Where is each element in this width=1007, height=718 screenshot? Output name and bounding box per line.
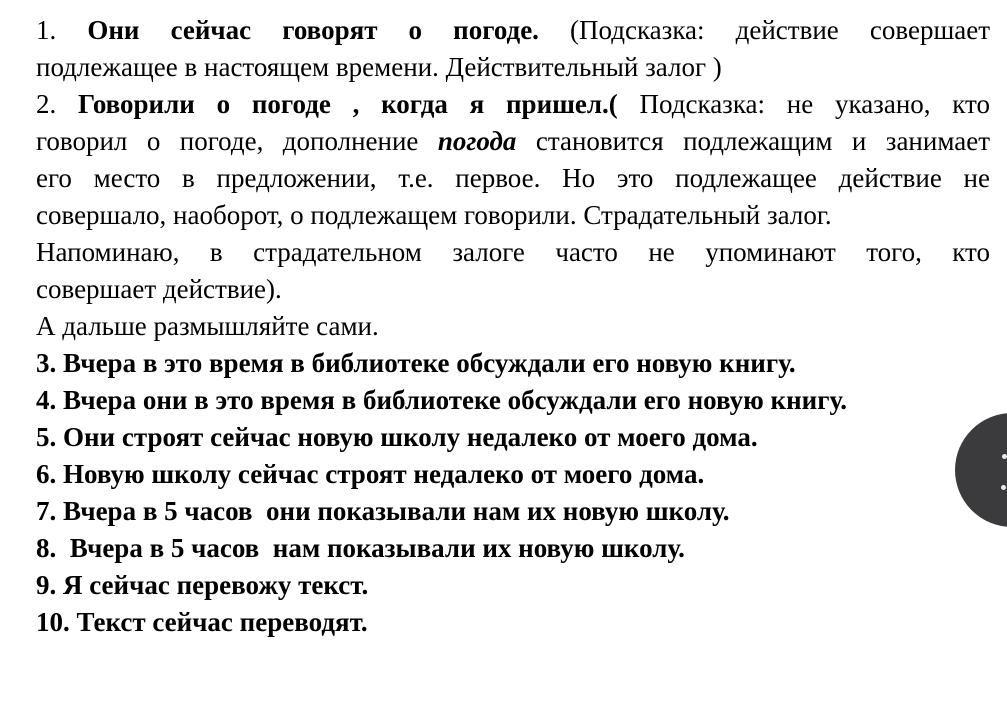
hint-text: совершало, наоборот, о подлежащем говорили. Страдательный залог.	[36, 200, 832, 230]
sentence-item-5: 5. Они строят сейчас новую школу недалеко от моего дома.	[36, 422, 758, 452]
sentence-item-6: 6. Новую школу сейчас строят недалеко от моего дома.	[36, 459, 705, 489]
sentence-item-7: 7. Вчера в 5 часов они показывали нам их новую школу.	[36, 496, 730, 526]
hint-text: совершает действие).	[36, 274, 282, 304]
text-line-3	[36, 86, 990, 123]
sentence-item-3: 3. Вчера в это время в библиотеке обсуждали его новую книгу.	[36, 348, 796, 378]
exercise-text	[36, 12, 990, 641]
text-line-7	[36, 234, 990, 271]
text-line-16	[36, 567, 990, 604]
emphasized-word: погода	[437, 126, 517, 156]
sentence-item-9: 9. Я сейчас перевожу текст.	[36, 570, 369, 600]
hint-text: говорил о погоде, дополнение	[36, 126, 438, 156]
sentence-item-4: 4. Вчера они в это время в библиотеке обсуждали его новую книгу.	[36, 385, 848, 415]
instruction-text: А дальше размышляйте сами.	[36, 311, 379, 341]
hint-text: становится подлежащим и занимает	[516, 126, 990, 156]
text-line-10	[36, 345, 990, 382]
list-number: 2.	[36, 89, 79, 119]
hint-text: подлежащее в настоящем времени. Действительный залог )	[36, 52, 722, 82]
text-line-17	[36, 604, 990, 641]
text-line-4	[36, 123, 990, 160]
button-icon-fragment	[1002, 454, 1007, 459]
sentence-item-10: 10. Текст сейчас переводят.	[36, 607, 368, 637]
text-line-6	[36, 197, 990, 234]
text-line-8	[36, 271, 990, 308]
text-line-14	[36, 493, 990, 530]
hint-text: Напоминаю, в страдательном залоге часто не упоминают того, кто	[36, 237, 990, 267]
sentence-bold: Они сейчас говорят о погоде.	[87, 15, 539, 45]
hint-text: (Подсказка: действие совершает	[538, 15, 990, 45]
button-icon-fragment	[1001, 485, 1006, 490]
hint-text: его место в предложении, т.е. первое. Но это подлежащее действие не	[36, 163, 990, 193]
hint-text: Подсказка: не указано, кто	[617, 89, 990, 119]
text-line-9	[36, 308, 990, 345]
text-line-5	[36, 160, 990, 197]
sentence-bold: Говорили о погоде , когда я пришел.(	[78, 89, 618, 119]
list-number: 1.	[36, 15, 88, 45]
text-line-15	[36, 530, 990, 567]
text-line-12	[36, 419, 990, 456]
text-line-1	[36, 12, 990, 49]
text-line-13	[36, 456, 990, 493]
text-line-2	[36, 49, 990, 86]
sentence-item-8: 8. Вчера в 5 часов нам показывали их новую школу.	[36, 533, 685, 563]
text-line-11	[36, 382, 990, 419]
